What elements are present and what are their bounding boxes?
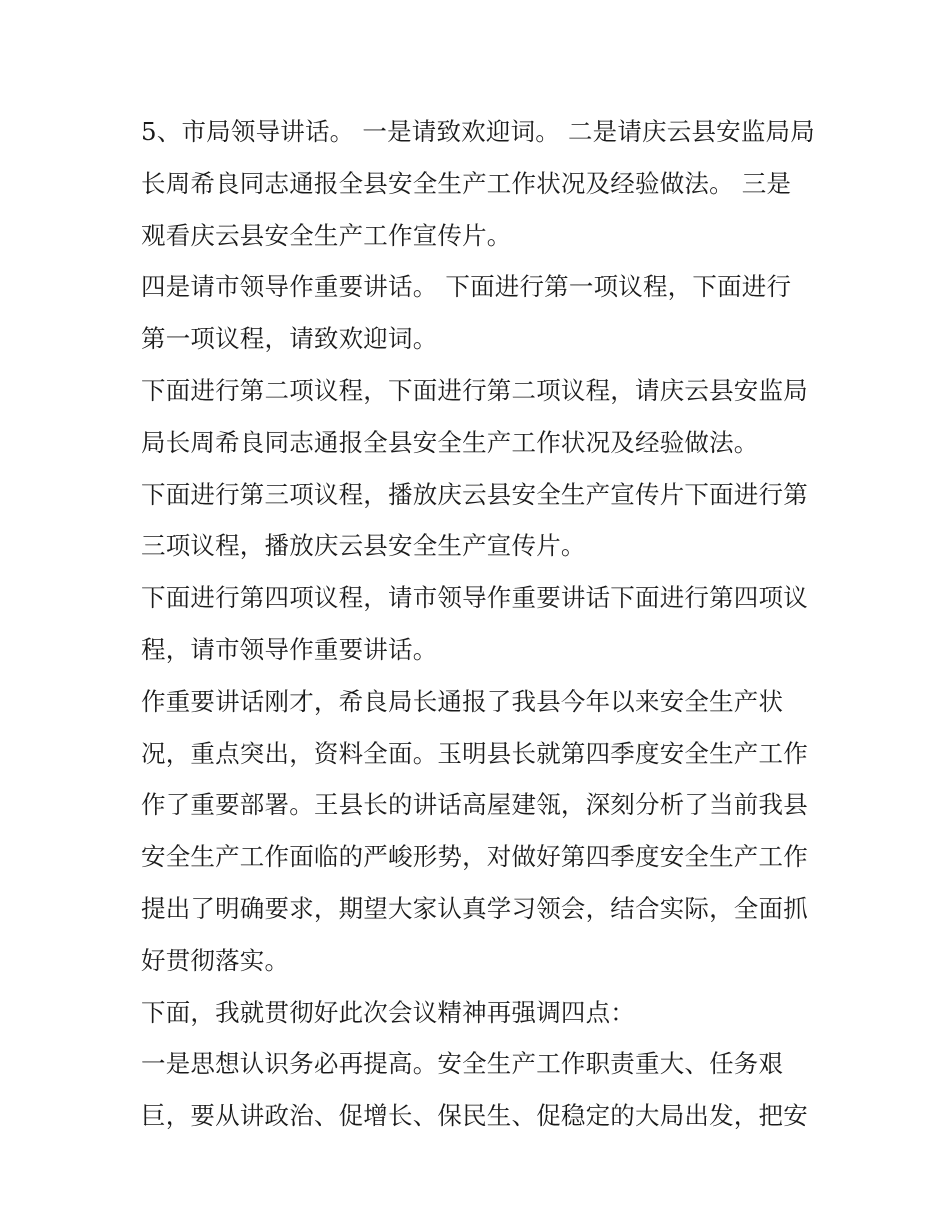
text-line: 巨，要从讲政治、促增长、保民生、促稳定的大局出发，把安	[141, 1101, 808, 1131]
text-line: 长周希良同志通报全县安全生产工作状况及经验做法。 三是	[141, 168, 792, 198]
text-line: 安全生产工作面临的严峻形势，对做好第四季度安全生产工作	[141, 842, 808, 872]
text-line: 一是思想认识务必再提高。安全生产工作职责重大、任务艰	[141, 1049, 784, 1079]
text-line: 局长周希良同志通报全县安全生产工作状况及经验做法。	[141, 427, 759, 457]
text-line: 提出了明确要求，期望大家认真学习领会，结合实际，全面抓	[141, 893, 808, 923]
text-line: 5、市局领导讲话。 一是请致欢迎词。 二是请庆云县安监局局	[141, 117, 815, 146]
text-line: 好贯彻落实。	[141, 945, 290, 975]
document-body	[141, 106, 821, 1142]
text-line: 下面进行第三项议程，播放庆云县安全生产宣传片下面进行第	[141, 479, 808, 509]
text-line: 况，重点突出，资料全面。玉明县长就第四季度安全生产工作	[141, 738, 808, 768]
text-line: 作重要讲话刚才，希良局长通报了我县今年以来安全生产状	[141, 686, 784, 716]
text-line: 下面，我就贯彻好此次会议精神再强调四点：	[141, 997, 635, 1027]
text-line: 四是请市领导作重要讲话。 下面进行第一项议程，下面进行	[141, 272, 792, 302]
text-line: 观看庆云县安全生产工作宣传片。	[141, 220, 512, 250]
text-line: 下面进行第四项议程，请市领导作重要讲话下面进行第四项议	[141, 583, 808, 613]
text-line: 下面进行第二项议程，下面进行第二项议程，请庆云县安监局	[141, 375, 808, 405]
text-line: 三项议程，播放庆云县安全生产宣传片。	[141, 531, 586, 561]
text-line: 程，请市领导作重要讲话。	[141, 634, 438, 664]
text-line: 第一项议程，请致欢迎词。	[141, 324, 438, 354]
text-line: 作了重要部署。王县长的讲话高屋建瓴，深刻分析了当前我县	[141, 790, 808, 820]
